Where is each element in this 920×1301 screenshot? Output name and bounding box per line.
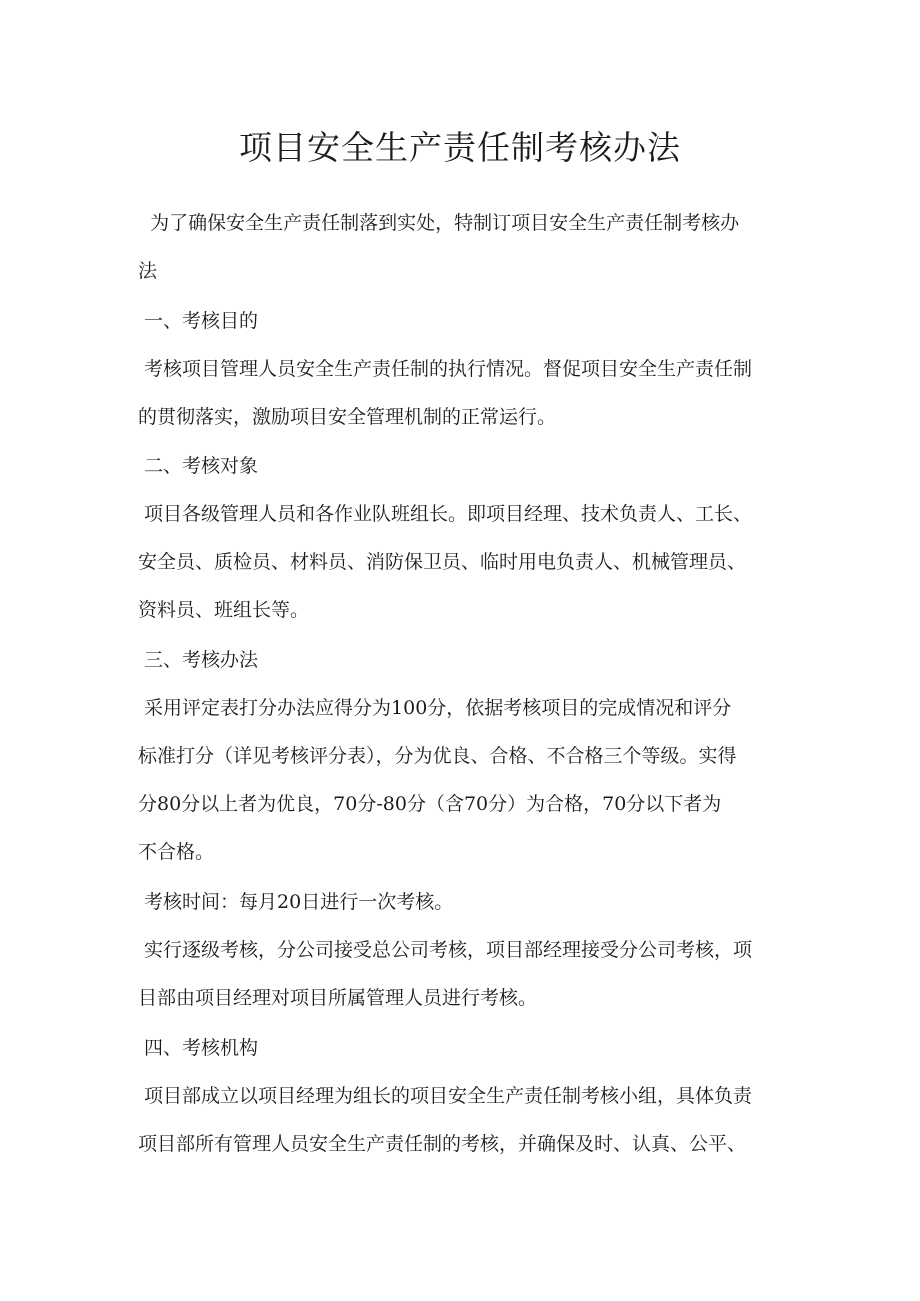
section-1-line-2: 的贯彻落实，激励项目安全管理机制的正常运行。 [138, 406, 557, 428]
document-title: 项目安全生产责任制考核办法 [239, 128, 681, 167]
section-2-body [138, 490, 790, 634]
section-3-line-2: 标准打分（详见考核评分表），分为优良、合格、不合格三个等级。实得 [138, 745, 737, 767]
section-3-heading [138, 636, 790, 684]
section-4-line-2: 项目部所有管理人员安全生产责任制的考核，并确保及时、认真、公平、 [138, 1133, 747, 1155]
section-1-heading-text: 一、考核目的 [138, 310, 259, 332]
section-4-heading-text: 四、考核机构 [138, 1037, 259, 1059]
section-3-heading-text: 三、考核办法 [138, 649, 259, 671]
section-3-body [138, 684, 790, 876]
section-3-line-4: 不合格。 [138, 841, 215, 863]
section-2-heading [138, 442, 790, 490]
section-3-time [138, 878, 790, 926]
section-4-body [138, 1072, 790, 1168]
section-1-body [138, 345, 790, 441]
intro-line-1: 为了确保安全生产责任制落到实处，特制订项目安全生产责任制考核办 [138, 212, 740, 234]
section-2-line-1: 项目各级管理人员和各作业队班组长。即项目经理、技术负责人、工长、 [138, 503, 753, 525]
intro-paragraph [138, 199, 790, 295]
section-3-time-text: 考核时间：每月20日进行一次考核。 [138, 891, 454, 913]
section-3-line-1: 采用评定表打分办法应得分为100分，依据考核项目的完成情况和评分 [138, 697, 732, 719]
section-4-heading [138, 1024, 790, 1072]
section-3-hierarchy-line-1: 实行逐级考核，分公司接受总公司考核，项目部经理接受分公司考核，项 [138, 939, 753, 961]
section-4-line-1: 项目部成立以项目经理为组长的项目安全生产责任制考核小组，具体负责 [138, 1085, 753, 1107]
section-3-hierarchy [138, 926, 790, 1022]
section-3-hierarchy-line-2: 目部由项目经理对项目所属管理人员进行考核。 [138, 987, 538, 1009]
section-2-line-3: 资料员、班组长等。 [138, 599, 310, 621]
section-1-line-1: 考核项目管理人员安全生产责任制的执行情况。督促项目安全生产责任制 [138, 358, 753, 380]
section-2-heading-text: 二、考核对象 [138, 455, 259, 477]
intro-line-2: 法 [138, 260, 158, 282]
section-2-line-2: 安全员、质检员、材料员、消防保卫员、临时用电负责人、机械管理员、 [138, 551, 747, 573]
section-1-heading [138, 297, 790, 345]
section-3-line-3: 分80分以上者为优良，70分-80分（含70分）为合格，70分以下者为 [138, 793, 722, 815]
